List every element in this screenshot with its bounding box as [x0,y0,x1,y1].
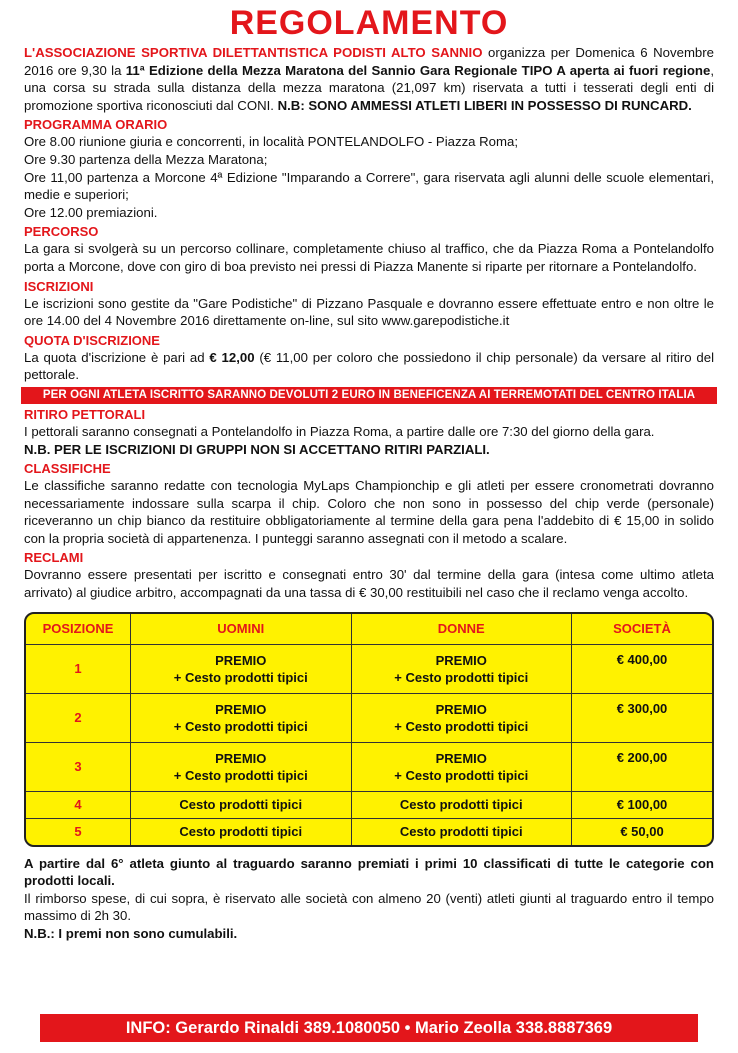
classifiche-text: Le classifiche saranno redatte con tecnologia MyLaps Championchip e gli atleti per essere cronometrati dovranno necessariamente indossare sulla scarpa il chip. Coloro che non sono in possesso del chip verde (personale) riceveranno un chip bianco da restituire obbligatoriamente al termine della gara pena l'addebito di € 15,00 in solido con la propria società di appartenenza. I punteggi saranno assegnati con il metodo a scalare. [24,478,714,546]
societa-cell: € 400,00 [572,644,713,693]
runcard-note: N.B: SONO AMMESSI ATLETI LIBERI IN POSSESSO DI RUNCARD. [277,97,692,113]
table-row [26,742,712,791]
donne-cell: PREMIO + Cesto prodotti tipici [351,693,572,742]
table-row [26,693,712,742]
programma-line: Ore 9.30 partenza della Mezza Maratona; [24,151,268,167]
position-cell: 5 [26,818,131,845]
quota-heading: QUOTA D'ISCRIZIONE [24,332,160,348]
header-posizione: POSIZIONE [26,614,131,645]
table-row [26,644,712,693]
societa-cell: € 200,00 [572,742,713,791]
iscrizioni-text: Le iscrizioni sono gestite da "Gare Podistiche" di Pizzano Pasquale e dovranno essere effettuate entro e non oltre le ore 14.00 del 4 Novembre 2016 direttamente on-line, sul sito www.garepodistiche.it [24,295,714,329]
ritiro-text: I pettorali saranno consegnati a Pontelandolfo in Piazza Roma, a partire dalle ore 7:30 del giorno della gara. [24,423,655,439]
donne-cell: Cesto prodotti tipici [351,818,572,845]
programma-heading: PROGRAMMA ORARIO [24,117,168,133]
quota-text: La quota d'iscrizione è pari ad € 12,00 (€ 11,00 per coloro che possiedono il chip personale) da versare al ritiro del pettorale. [24,349,714,383]
prize-table [24,612,714,847]
header-donne: DONNE [351,614,572,645]
ritiro-heading: RITIRO PETTORALI [24,406,146,422]
uomini-cell: PREMIO + Cesto prodotti tipici [131,693,352,742]
uomini-cell: Cesto prodotti tipici [131,818,352,845]
table-row [26,818,712,845]
donne-cell: Cesto prodotti tipici [351,791,572,818]
organizer-name: L'ASSOCIAZIONE SPORTIVA DILETTANTISTICA PODISTI ALTO SANNIO [24,45,483,60]
reclami-heading: RECLAMI [24,550,84,566]
donne-cell: PREMIO + Cesto prodotti tipici [351,742,572,791]
percorso-text: La gara si svolgerà su un percorso collinare, completamente chiuso al traffico, che da Piazza Roma a Pontelandolfo porta a Morcone, dove con giro di boa previsto nei pressi di Piazza Manente si riparte per ritornare a Pontelandolfo. [24,241,714,274]
table-header-row [26,614,712,645]
societa-cell: € 100,00 [572,791,713,818]
ritiro-note: N.B. PER LE ISCRIZIONI DI GRUPPI NON SI ACCETTANO RITIRI PARZIALI. [24,441,490,457]
quota-amount: € 12,00 [209,349,255,365]
uomini-cell: Cesto prodotti tipici [131,791,352,818]
header-societa: SOCIETÀ [572,614,713,645]
table-row [26,791,712,818]
uomini-cell: PREMIO + Cesto prodotti tipici [131,644,352,693]
event-name: 11ª Edizione della Mezza Maratona del Sannio Gara Regionale TIPO A aperta ai fuori regione [125,62,711,78]
position-cell: 4 [26,791,131,818]
header-uomini: UOMINI [131,614,352,645]
programma-line: Ore 12.00 premiazioni. [24,204,158,220]
position-cell: 1 [26,644,131,693]
reclami-text: Dovranno essere presentati per iscritto e consegnati entro 30' dal termine della gara (intesa come ultimo atleta arrivato) al giudice arbitro, accompagnati da una tassa di € 30,00 restituibili nel caso che il reclamo venga accolto. [24,567,714,601]
info-contact-bar: INFO: Gerardo Rinaldi 389.1080050 • Mario Zeolla 338.8887369 [40,1014,698,1042]
footer-nb: N.B.: I premi non sono cumulabili. [24,926,238,942]
uomini-cell: PREMIO + Cesto prodotti tipici [131,742,352,791]
percorso-heading: PERCORSO [24,224,99,240]
charity-banner: PER OGNI ATLETA ISCRITTO SARANNO DEVOLUTI 2 EURO IN BENEFICENZA AI TERREMOTATI DEL CENTRO ITALIA [21,387,717,404]
page-title: REGOLAMENTO [229,4,509,42]
iscrizioni-heading: ISCRIZIONI [24,278,94,294]
programma-line: Ore 8.00 riunione giuria e concorrenti, in località PONTELANDOLFO - Piazza Roma; [24,134,519,150]
programma-line: Ore 11,00 partenza a Morcone 4ª Edizione "Imparando a Correre", gara riservata agli alunni delle scuole elementari, medie e superiori; [24,169,714,203]
footer-bold-note: A partire dal 6° atleta giunto al traguardo saranno premiati i primi 10 classificati di tutte le categorie con prodotti locali. [24,855,714,889]
intro-paragraph: L'ASSOCIAZIONE SPORTIVA DILETTANTISTICA PODISTI ALTO SANNIO organizza per Domenica 6 Novembre 2016 ore 9,30 la 11ª Edizione della Mezza Maratona del Sannio Gara Regionale TIPO A aperta ai fuori regione, una corsa su strada sulla distanza della mezza maratona (21,097 km) riservata a tutti i tesserati degli enti di promozione sportiva riconosciuti dal CONI. N.B: SONO AMMESSI ATLETI LIBERI IN POSSESSO DI RUNCARD. [24,45,714,113]
donne-cell: PREMIO + Cesto prodotti tipici [351,644,572,693]
classifiche-heading: CLASSIFICHE [24,461,111,477]
position-cell: 3 [26,742,131,791]
societa-cell: € 300,00 [572,693,713,742]
societa-cell: € 50,00 [572,818,713,845]
position-cell: 2 [26,693,131,742]
footer-text: Il rimborso spese, di cui sopra, è riservato alle società con almeno 20 (venti) atleti giunti al traguardo entro il tempo massimo di 2h 30. [24,890,714,924]
